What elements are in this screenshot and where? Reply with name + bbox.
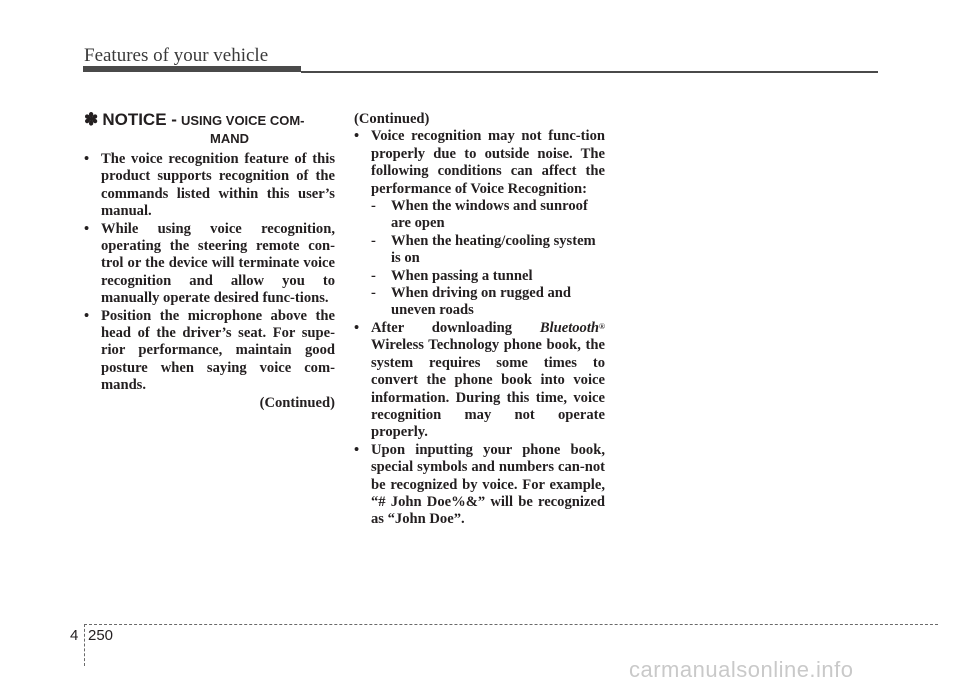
condition-text: When driving on rugged and uneven roads xyxy=(391,285,572,319)
bluetooth-brand: Bluetooth xyxy=(539,319,600,336)
registered-mark: ® xyxy=(599,321,605,331)
footer-dashed-divider xyxy=(84,624,85,666)
page-number: 250 xyxy=(88,627,114,644)
left-bullet-list xyxy=(84,151,335,395)
bullet-text: Voice recognition may not func-tion properly due to outside noise. The following conditions can affect the performance of Voice Recognition: xyxy=(371,128,605,197)
notice-title-line2: MAND xyxy=(210,131,249,146)
watermark: carmanualsonline.info xyxy=(629,657,854,682)
list-item xyxy=(354,128,605,319)
list-item: • While using voice recognition, operating the steering remote con-trol or the device will terminate voice recognition and allow you to manually operate desired func-tions. xyxy=(84,221,335,308)
condition-text: When the heating/cooling system is on xyxy=(391,232,596,267)
list-item: • The voice recognition feature of this product supports recognition of the commands listed within this user’s manual. xyxy=(84,151,335,221)
list-item: • Position the microphone above the head of the driver’s seat. For supe-rior performance, maintain good posture when saying voice com-mands. xyxy=(84,308,335,395)
right-bullet-list xyxy=(354,128,605,528)
condition-item: - When passing a tunnel xyxy=(371,267,533,284)
condition-item: - When driving on rugged and uneven roads xyxy=(371,285,572,319)
condition-list xyxy=(371,198,605,320)
header-rule-thick xyxy=(83,66,301,72)
right-column xyxy=(354,111,605,529)
bullet-prefix: After downloading xyxy=(371,319,513,336)
condition-text: When the windows and sunroof are open xyxy=(391,198,588,232)
condition-text: When passing a tunnel xyxy=(391,267,533,284)
continued-head: (Continued) xyxy=(354,111,430,127)
condition-item: - When the heating/cooling system is on xyxy=(371,232,596,267)
continued-label: (Continued) xyxy=(259,394,335,411)
notice-star-icon: ✽ xyxy=(84,110,99,129)
bullet-text: Wireless Technology phone book, the system requires some times to convert the phone book into voice information. During this time, voice recognition may not operate properly. xyxy=(371,337,605,441)
header-rule-thin xyxy=(301,71,878,73)
condition-item: - When the windows and sunroof are open xyxy=(371,198,588,232)
list-item: • Upon inputting your phone book, special symbols and numbers can-not be recognized by voice. For example, “# John Doe%&” will be recognized as “John Doe”. xyxy=(354,442,605,529)
list-item xyxy=(354,320,605,442)
footer-dashed-line xyxy=(84,624,938,625)
notice-label: NOTICE - xyxy=(102,110,177,129)
notice-title-line1: USING VOICE COM- xyxy=(180,113,305,128)
left-column xyxy=(84,111,335,412)
notice-heading xyxy=(84,111,335,147)
chapter-number: 4 xyxy=(70,627,79,644)
section-title: Features of your vehicle xyxy=(84,45,269,66)
